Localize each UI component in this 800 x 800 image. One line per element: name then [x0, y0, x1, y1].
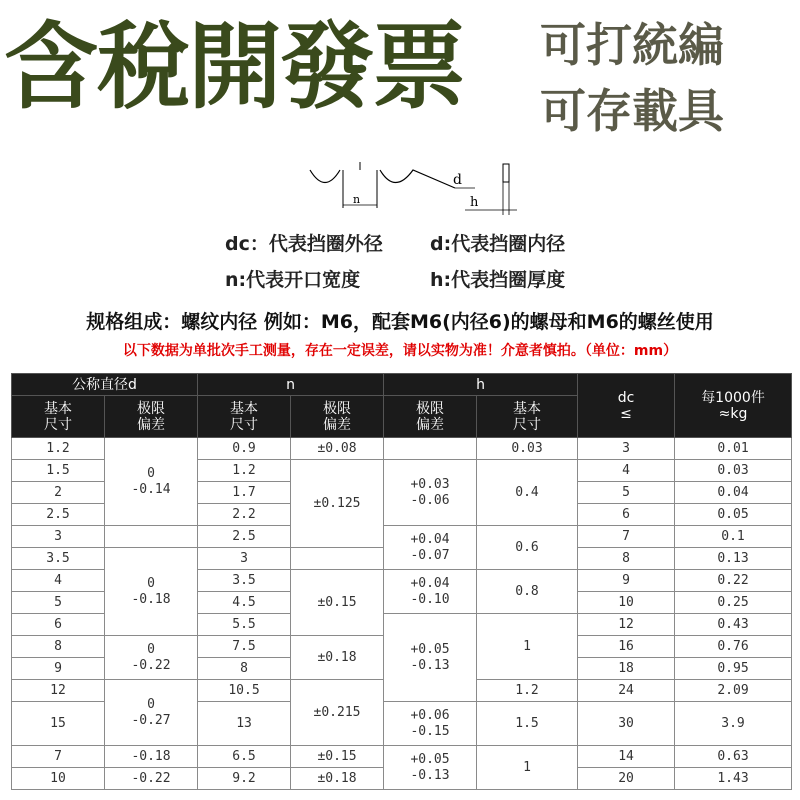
cell-h-dev — [384, 570, 477, 614]
cell-n: 5.5 — [198, 614, 291, 636]
cell-dc: 3 — [578, 438, 675, 460]
cell-n: 4.5 — [198, 592, 291, 614]
cell-d: 12 — [12, 680, 105, 702]
cell-d-dev — [105, 680, 198, 746]
cell-n: 2.5 — [198, 526, 291, 548]
cell-weight: 3.9 — [675, 702, 792, 746]
cell-d: 3.5 — [12, 548, 105, 570]
cell-weight: 0.25 — [675, 592, 792, 614]
cell-n: 10.5 — [198, 680, 291, 702]
cell-d: 2 — [12, 482, 105, 504]
dev-top: +0.06 — [410, 707, 450, 723]
cell-d: 3 — [12, 526, 105, 548]
cell-d-dev — [105, 548, 198, 636]
cell-weight: 0.76 — [675, 636, 792, 658]
dev-bottom: -0.13 — [410, 767, 450, 783]
cell-h-dev — [384, 746, 477, 790]
dev-bottom: -0.06 — [410, 492, 450, 508]
diagram-svg — [305, 160, 525, 220]
cell-d-dev-empty — [105, 526, 198, 548]
dev-bottom: -0.18 — [131, 591, 171, 607]
dev-top: +0.05 — [410, 751, 450, 767]
cell-d-dev — [105, 438, 198, 526]
cell-dc: 24 — [578, 680, 675, 702]
header-d-basic: 基本 尺寸 — [12, 396, 105, 438]
cell-weight: 0.43 — [675, 614, 792, 636]
banner-side-line-1: 可打統編 — [540, 18, 724, 72]
cell-weight: 0.22 — [675, 570, 792, 592]
header-n-group: n — [198, 374, 384, 396]
cell-h-dev — [384, 614, 477, 702]
dev-bottom: -0.10 — [410, 591, 450, 607]
table-row — [12, 526, 792, 548]
cell-d: 6 — [12, 614, 105, 636]
diagram-label-n: n — [353, 193, 361, 206]
banner-side-line-2: 可存載具 — [540, 84, 724, 138]
header-dc: dc ≤ — [578, 374, 675, 438]
diagram-label-d: d — [453, 172, 462, 188]
cell-dc: 18 — [578, 658, 675, 680]
cell-dc: 8 — [578, 548, 675, 570]
cell-n-dev: ±0.18 — [291, 768, 384, 790]
cell-d: 8 — [12, 636, 105, 658]
cell-h: 1 — [477, 614, 578, 680]
cell-weight: 2.09 — [675, 680, 792, 702]
dev-top: 0 — [147, 641, 155, 657]
cell-dc: 30 — [578, 702, 675, 746]
dev-top: +0.05 — [410, 641, 450, 657]
cell-d: 5 — [12, 592, 105, 614]
cell-dc: 5 — [578, 482, 675, 504]
cell-d: 9 — [12, 658, 105, 680]
diagram-label-h: h — [470, 195, 479, 210]
cell-h: 0.6 — [477, 526, 578, 570]
cell-dc: 7 — [578, 526, 675, 548]
cell-n: 0.9 — [198, 438, 291, 460]
cell-weight: 0.63 — [675, 746, 792, 768]
cell-h: 0.4 — [477, 460, 578, 526]
dev-top: 0 — [147, 465, 155, 481]
banner-side-text — [540, 12, 790, 152]
cell-d: 1.2 — [12, 438, 105, 460]
table-row — [12, 438, 792, 460]
cell-dc: 9 — [578, 570, 675, 592]
legend-n: n:代表开口宽度 — [225, 269, 361, 291]
spec-table — [11, 373, 792, 790]
cell-n-dev: ±0.215 — [291, 680, 384, 746]
cell-d-dev: -0.22 — [105, 768, 198, 790]
dev-top: +0.03 — [410, 476, 450, 492]
cell-h-dev — [384, 460, 477, 526]
cell-dc: 4 — [578, 460, 675, 482]
cell-n: 7.5 — [198, 636, 291, 658]
legend-d: d:代表挡圈内径 — [430, 233, 566, 255]
cell-dc: 10 — [578, 592, 675, 614]
cell-n-dev: ±0.15 — [291, 746, 384, 768]
cell-d: 2.5 — [12, 504, 105, 526]
cell-n: 3 — [198, 548, 291, 570]
cell-weight: 0.95 — [675, 658, 792, 680]
cell-n: 2.2 — [198, 504, 291, 526]
cell-n-dev: ±0.125 — [291, 460, 384, 548]
cell-weight: 0.04 — [675, 482, 792, 504]
cell-dc: 16 — [578, 636, 675, 658]
header-n-limit: 极限 偏差 — [291, 396, 384, 438]
retaining-ring-diagram — [305, 160, 525, 220]
dev-top: 0 — [147, 696, 155, 712]
cell-h: 1.5 — [477, 702, 578, 746]
cell-d: 7 — [12, 746, 105, 768]
cell-n: 1.2 — [198, 460, 291, 482]
cell-weight: 0.01 — [675, 438, 792, 460]
cell-d: 4 — [12, 570, 105, 592]
spec-description: 规格组成：螺纹内径 例如：M6，配套M6(内径6)的螺母和M6的螺丝使用 — [86, 311, 714, 333]
dev-top: +0.04 — [410, 575, 450, 591]
cell-d-dev: -0.18 — [105, 746, 198, 768]
cell-n: 8 — [198, 658, 291, 680]
diagram-ring-section — [503, 164, 509, 182]
cell-h-dev — [384, 526, 477, 570]
header-h-basic: 基本 尺寸 — [477, 396, 578, 438]
header-h-limit: 极限 偏差 — [384, 396, 477, 438]
cell-h-dev — [384, 702, 477, 746]
header-n-basic: 基本 尺寸 — [198, 396, 291, 438]
cell-n-dev: ±0.15 — [291, 570, 384, 636]
cell-weight: 0.03 — [675, 460, 792, 482]
cell-weight: 0.05 — [675, 504, 792, 526]
cell-n: 3.5 — [198, 570, 291, 592]
table-row — [12, 746, 792, 768]
cell-weight: 1.43 — [675, 768, 792, 790]
cell-n: 13 — [198, 702, 291, 746]
dev-top: +0.04 — [410, 531, 450, 547]
cell-d-dev — [105, 636, 198, 680]
cell-d: 1.5 — [12, 460, 105, 482]
legend — [0, 225, 800, 297]
cell-h: 1 — [477, 746, 578, 790]
cell-weight: 0.13 — [675, 548, 792, 570]
cell-n-dev-empty — [291, 548, 384, 570]
dev-bottom: -0.22 — [131, 657, 171, 673]
dev-bottom: -0.07 — [410, 547, 450, 563]
header-weight: 每1000件 ≈kg — [675, 374, 792, 438]
cell-n: 9.2 — [198, 768, 291, 790]
header-d-limit: 极限 偏差 — [105, 396, 198, 438]
cell-d: 15 — [12, 702, 105, 746]
legend-h: h:代表挡圈厚度 — [430, 269, 566, 291]
cell-h: 0.8 — [477, 570, 578, 614]
cell-n-dev: ±0.18 — [291, 636, 384, 680]
dev-bottom: -0.13 — [410, 657, 450, 673]
dev-bottom: -0.15 — [410, 723, 450, 739]
dev-top: 0 — [147, 575, 155, 591]
measurement-note: 以下数据为单批次手工测量，存在一定误差，请以实物为准！介意者慎拍。（单位：mm） — [122, 343, 678, 359]
dev-bottom: -0.27 — [131, 712, 171, 728]
header-d-group: 公称直径d — [12, 374, 198, 396]
cell-dc: 6 — [578, 504, 675, 526]
diagram-curve-left — [310, 170, 340, 183]
cell-n: 1.7 — [198, 482, 291, 504]
cell-d: 10 — [12, 768, 105, 790]
banner-title: 含稅開發票 — [4, 12, 465, 122]
cell-n: 6.5 — [198, 746, 291, 768]
cell-h: 0.03 — [477, 438, 578, 460]
header-h-group: h — [384, 374, 578, 396]
diagram-curve-right — [380, 170, 455, 188]
cell-dc: 12 — [578, 614, 675, 636]
cell-h: 1.2 — [477, 680, 578, 702]
cell-weight: 0.1 — [675, 526, 792, 548]
cell-n-dev: ±0.08 — [291, 438, 384, 460]
cell-h-dev-empty — [384, 438, 477, 460]
dev-bottom: -0.14 — [131, 481, 171, 497]
cell-dc: 20 — [578, 768, 675, 790]
legend-dc: dc：代表挡圈外径 — [225, 233, 383, 255]
cell-dc: 14 — [578, 746, 675, 768]
